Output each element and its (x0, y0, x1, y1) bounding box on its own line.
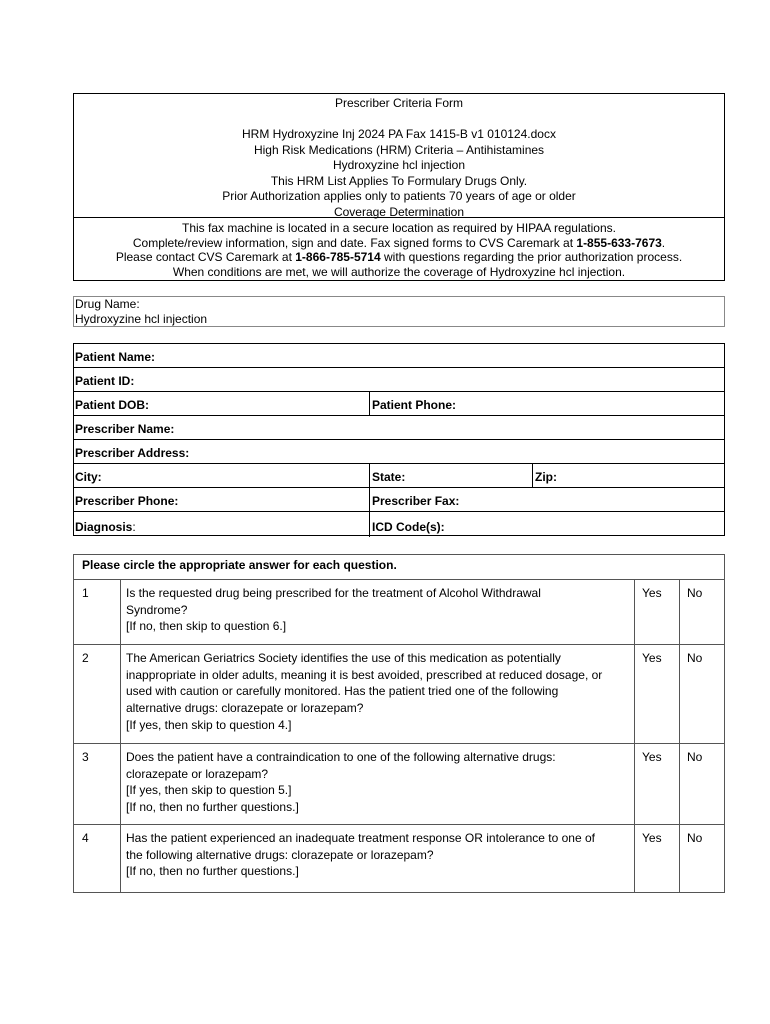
fax-instructions: Complete/review information, sign and date. Fax signed forms to CVS Caremark at 1-855-633-7673. (132, 235, 666, 250)
question-text: Is the requested drug being prescribed for the treatment of Alcohol Withdrawal Syndrome? [If no, then skip to question 6.] (126, 586, 541, 634)
question-number: 2 (82, 651, 89, 665)
question-number: 1 (82, 586, 89, 600)
patient-id-label: Patient ID: (75, 374, 135, 388)
diagnosis-row (74, 512, 724, 537)
diagnosis-label: Diagnosis: (75, 520, 136, 534)
criteria-category: High Risk Medications (HRM) Criteria – Antihistamines (253, 142, 545, 157)
yes-option[interactable]: Yes (642, 750, 662, 764)
question-text: The American Geriatrics Society identifies the use of this medication as potentially inappropriate in older adults, meaning it is best avoided, prescribed at reduced dosage, or used with caution or carefully monitored. Has the patient tried one of the following alternative drugs: clorazepate or lorazepam? [If yes, then skip to question 4.] (126, 651, 603, 732)
prescriber-address-row[interactable] (74, 440, 724, 464)
yes-option[interactable]: Yes (642, 831, 662, 845)
hipaa-notice: This fax machine is located in a secure location as required by HIPAA regulations. (181, 221, 616, 235)
drug-name-label: Drug Name: (75, 297, 140, 311)
city-label: City: (75, 470, 102, 484)
fax-number: 1-855-633-7673 (576, 235, 662, 250)
questions-instruction: Please circle the appropriate answer for each question. (74, 555, 724, 580)
formulary-note: This HRM List Applies To Formulary Drugs Only. (270, 173, 528, 188)
phone-number: 1-866-785-5714 (295, 250, 381, 264)
question-number: 3 (82, 750, 89, 764)
prescriber-fax-label: Prescriber Fax: (372, 494, 460, 508)
authorization-note: When conditions are met, we will authorize the coverage of Hydroxyzine hcl injection. (172, 264, 626, 279)
question-row (74, 825, 724, 892)
yes-option[interactable]: Yes (642, 586, 662, 600)
patient-phone-label: Patient Phone: (372, 398, 457, 412)
form-title: Prescriber Criteria Form (334, 96, 463, 110)
form-header (73, 93, 725, 281)
drug-name-box (73, 296, 725, 327)
prescriber-phone-label: Prescriber Phone: (75, 494, 179, 508)
no-option[interactable]: No (687, 831, 703, 845)
patient-name-row[interactable] (74, 344, 724, 368)
patient-info-table (73, 343, 725, 536)
question-row (74, 645, 724, 744)
city-state-zip-row (74, 464, 724, 488)
drug-name-heading: Hydroxyzine hcl injection (332, 158, 466, 172)
question-text: Has the patient experienced an inadequate treatment response OR intolerance to one of the following alternative drugs: clorazepate or lorazepam? [If no, then no further questions.] (126, 831, 595, 879)
question-text: Does the patient have a contraindication to one of the following alternative drugs: clorazepate or lorazepam? [If yes, then skip to question 5.] [If no, then no further questions.] (126, 750, 556, 815)
state-label: State: (372, 470, 406, 484)
contact-instructions: Please contact CVS Caremark at 1-866-785-5714 with questions regarding the prior authorization process. (115, 250, 683, 264)
no-option[interactable]: No (687, 586, 703, 600)
age-requirement-note: Prior Authorization applies only to patients 70 years of age or older (222, 189, 576, 203)
patient-name-label: Patient Name: (75, 350, 156, 364)
prescriber-name-label: Prescriber Name: (75, 422, 175, 436)
patient-dob-row (74, 392, 724, 416)
patient-dob-label: Patient DOB: (75, 398, 150, 412)
icd-codes-label: ICD Code(s): (372, 520, 445, 534)
questions-table (73, 554, 725, 893)
fax-notice (74, 218, 724, 279)
zip-label: Zip: (535, 470, 557, 484)
no-option[interactable]: No (687, 651, 703, 665)
patient-id-row[interactable] (74, 368, 724, 392)
coverage-determination-label: Coverage Determination (333, 204, 465, 219)
prescriber-phone-fax-row (74, 488, 724, 512)
question-row (74, 580, 724, 645)
form-header-info (74, 94, 724, 218)
no-option[interactable]: No (687, 750, 703, 764)
form-document-name: HRM Hydroxyzine Inj 2024 PA Fax 1415-B v1 010124.docx (242, 127, 556, 141)
prescriber-address-label: Prescriber Address: (75, 446, 190, 460)
yes-option[interactable]: Yes (642, 651, 662, 665)
question-number: 4 (82, 831, 89, 845)
prescriber-name-row[interactable] (74, 416, 724, 440)
question-row (74, 744, 724, 825)
drug-name-value: Hydroxyzine hcl injection (75, 311, 208, 326)
